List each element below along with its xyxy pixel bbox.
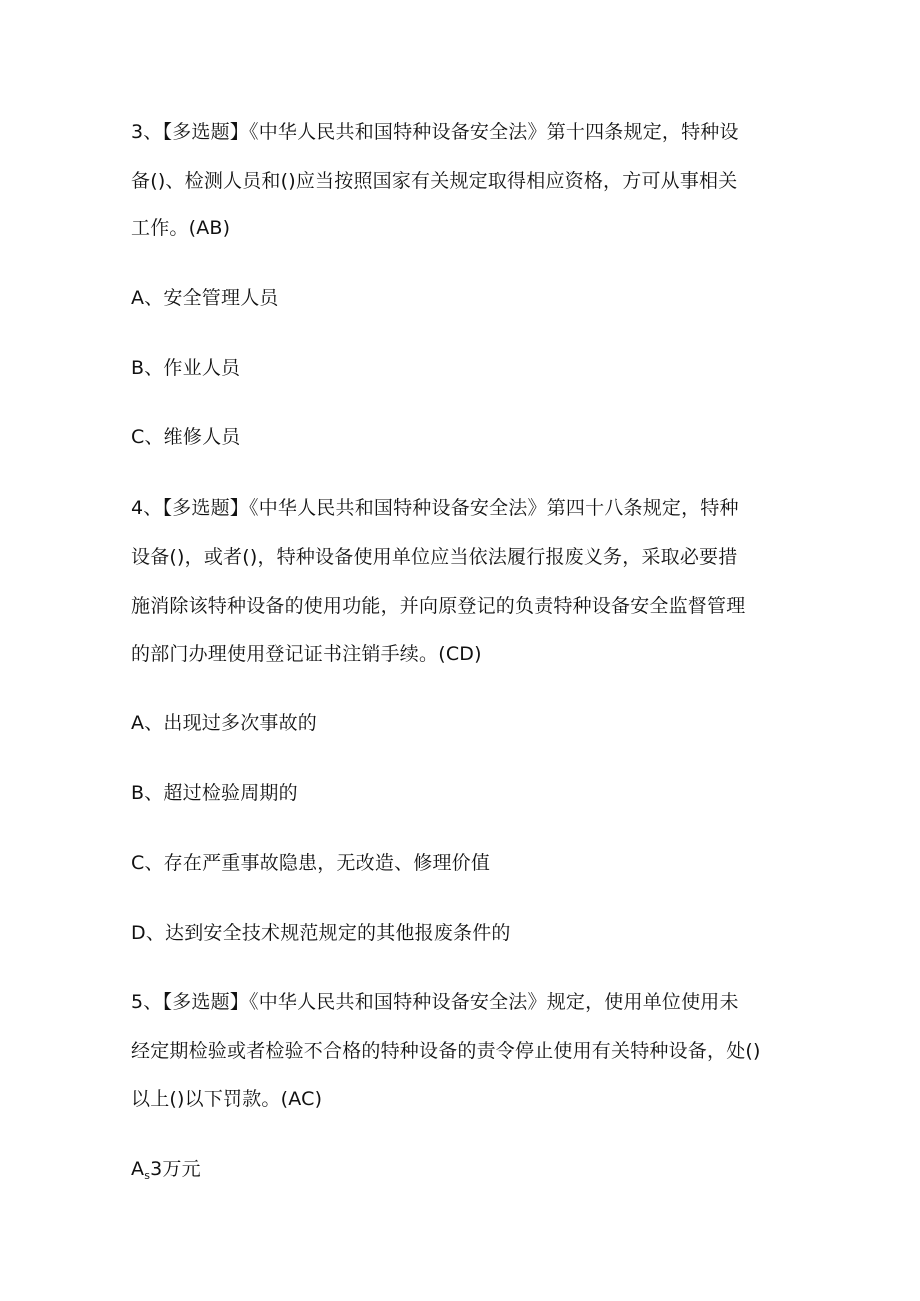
option-text: 3万元 — [150, 1158, 201, 1180]
question-5-stem-line-2: 经定期检验或者检验不合格的特种设备的责令停止使用有关特种设备，处() — [131, 1040, 761, 1062]
question-5-stem-line-1: 5、【多选题】《中华人民共和国特种设备安全法》规定，使用单位使用未 — [131, 991, 739, 1013]
option-letter: A — [131, 1158, 145, 1180]
question-3-option-a: A、安全管理人员 — [131, 287, 279, 309]
question-4-option-b: B、超过检验周期的 — [131, 782, 298, 804]
question-5-option-a — [131, 1157, 201, 1188]
question-4-option-d: D、达到安全技术规范规定的其他报废条件的 — [131, 922, 511, 944]
question-3-stem-line-1: 3、【多选题】《中华人民共和国特种设备安全法》第十四条规定，特种设 — [131, 121, 739, 143]
question-4-stem-line-1: 4、【多选题】《中华人民共和国特种设备安全法》第四十八条规定，特种 — [131, 497, 739, 519]
option-subscript: s — [144, 1169, 151, 1182]
question-4-option-a: A、出现过多次事故的 — [131, 712, 317, 734]
question-3-option-b: B、作业人员 — [131, 357, 241, 379]
question-3-stem-line-3: 工作。(AB) — [131, 217, 231, 239]
question-3-option-c: C、维修人员 — [131, 426, 241, 448]
question-5-stem-line-3: 以上()以下罚款。(AC) — [131, 1088, 323, 1110]
question-4-option-c: C、存在严重事故隐患，无改造、修理价值 — [131, 852, 491, 874]
question-4-stem-line-3: 施消除该特种设备的使用功能，并向原登记的负责特种设备安全监督管理 — [131, 595, 746, 617]
question-4-stem-line-2: 设备()，或者()，特种设备使用单位应当依法履行报废义务，采取必要措 — [131, 546, 738, 568]
question-4-stem-line-4: 的部门办理使用登记证书注销手续。(CD) — [131, 643, 482, 665]
question-3-stem-line-2: 备()、检测人员和()应当按照国家有关规定取得相应资格，方可从事相关 — [131, 170, 738, 192]
